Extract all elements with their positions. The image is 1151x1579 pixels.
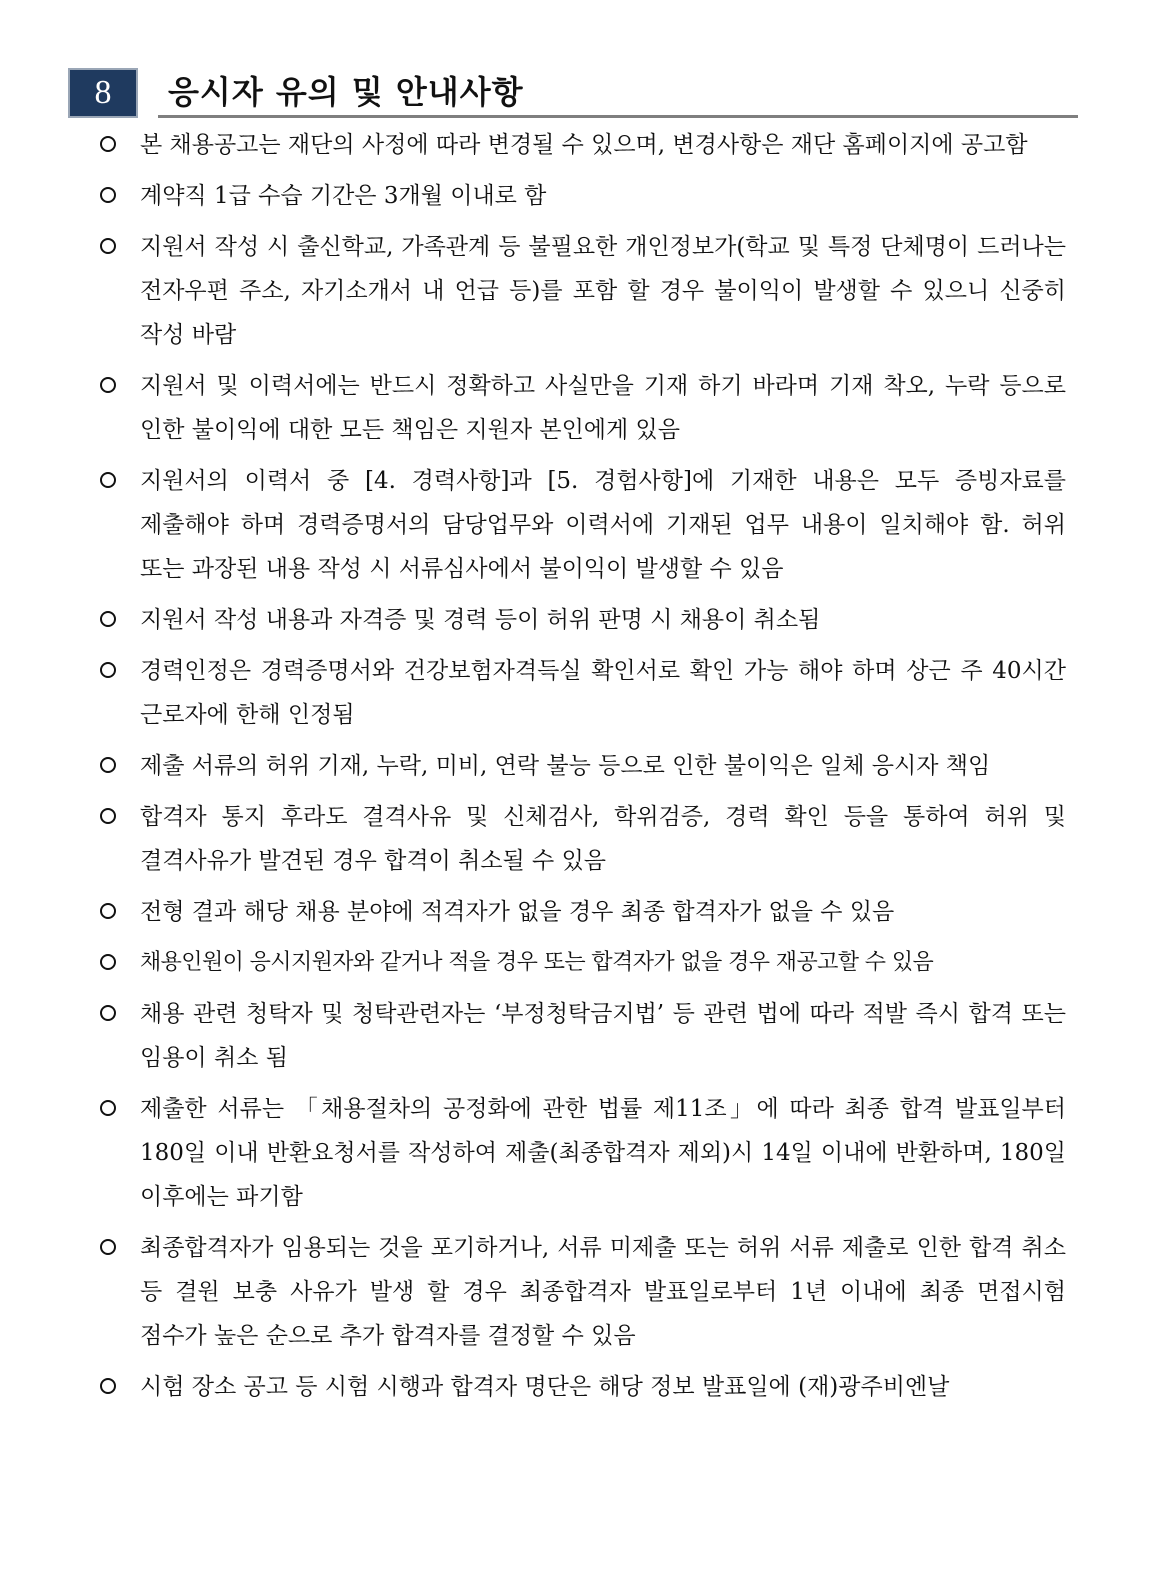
notice-item <box>96 123 1066 167</box>
notice-text: 제출한 서류는 「채용절차의 공정화에 관한 법률 제11조」에 따라 최종 합격 발표일부터 180일 이내 반환요청서를 작성하여 제출(최종합격자 제외)시 14일 이내에 반환하며, 180일 이후에는 파기함 <box>140 1096 1066 1210</box>
circle-bullet-icon <box>98 364 124 408</box>
notice-item <box>96 795 1066 883</box>
notice-item <box>96 1087 1066 1219</box>
circle-bullet-icon <box>98 1087 124 1131</box>
circle-bullet-icon <box>98 795 124 839</box>
section-title: 응시자 유의 및 안내사항 <box>168 73 524 111</box>
notice-item <box>96 459 1066 591</box>
notice-item <box>96 649 1066 737</box>
notice-item <box>96 1365 1066 1409</box>
notice-item <box>96 1226 1066 1358</box>
notice-text: 채용인원이 응시지원자와 같거나 적을 경우 또는 합격자가 없을 경우 재공고할 수 있음 <box>140 950 934 975</box>
notice-item <box>96 992 1066 1080</box>
notice-text: 지원서 작성 시 출신학교, 가족관계 등 불필요한 개인정보가(학교 및 특정 단체명이 드러나는 전자우편 주소, 자기소개서 내 언급 등)를 포함 할 경우 불이익이 발생할 수 있으니 신중히 작성 바람 <box>140 234 1066 348</box>
circle-bullet-icon <box>98 225 124 269</box>
notice-text: 지원서 작성 내용과 자격증 및 경력 등이 허위 판명 시 채용이 취소됨 <box>140 607 821 633</box>
circle-bullet-icon <box>98 174 124 218</box>
notice-text: 계약직 1급 수습 기간은 3개월 이내로 함 <box>140 183 547 209</box>
notice-text: 제출 서류의 허위 기재, 누락, 미비, 연락 불능 등으로 인한 불이익은 일체 응시자 책임 <box>140 753 991 779</box>
circle-bullet-icon <box>98 941 124 985</box>
circle-bullet-icon <box>98 598 124 642</box>
notice-text: 지원서의 이력서 중 [4. 경력사항]과 [5. 경험사항]에 기재한 내용은 모두 증빙자료를 제출해야 하며 경력증명서의 담당업무와 이력서에 기재된 업무 내용이 일치해야 함. 허위 또는 과장된 내용 작성 시 서류심사에서 불이익이 발생할 수 있음 <box>140 468 1066 582</box>
notice-item <box>96 598 1066 642</box>
notice-item <box>96 364 1066 452</box>
notice-item <box>96 744 1066 788</box>
notice-item <box>96 225 1066 357</box>
circle-bullet-icon <box>98 649 124 693</box>
notice-item <box>96 941 1066 985</box>
notice-text: 전형 결과 해당 채용 분야에 적격자가 없을 경우 최종 합격자가 없을 수 있음 <box>140 899 895 925</box>
circle-bullet-icon <box>98 123 124 167</box>
notice-text: 합격자 통지 후라도 결격사유 및 신체검사, 학위검증, 경력 확인 등을 통하여 허위 및 결격사유가 발견된 경우 합격이 취소될 수 있음 <box>140 804 1066 874</box>
notice-text: 경력인정은 경력증명서와 건강보험자격득실 확인서로 확인 가능 해야 하며 상근 주 40시간 근로자에 한해 인정됨 <box>140 658 1066 728</box>
notice-text: 최종합격자가 임용되는 것을 포기하거나, 서류 미제출 또는 허위 서류 제출로 인한 합격 취소 등 결원 보충 사유가 발생 할 경우 최종합격자 발표일로부터 1년 이내에 최종 면접시험 점수가 높은 순으로 추가 합격자를 결정할 수 있음 <box>140 1235 1066 1349</box>
circle-bullet-icon <box>98 890 124 934</box>
section-header <box>68 68 1078 120</box>
circle-bullet-icon <box>98 1365 124 1409</box>
notice-text: 지원서 및 이력서에는 반드시 정확하고 사실만을 기재 하기 바라며 기재 착오, 누락 등으로 인한 불이익에 대한 모든 책임은 지원자 본인에게 있음 <box>140 373 1066 443</box>
notice-item <box>96 174 1066 218</box>
circle-bullet-icon <box>98 459 124 503</box>
circle-bullet-icon <box>98 1226 124 1270</box>
notice-item <box>96 890 1066 934</box>
notice-text: 본 채용공고는 재단의 사정에 따라 변경될 수 있으며, 변경사항은 재단 홈페이지에 공고함 <box>140 132 1028 158</box>
section-number-badge: 8 <box>68 68 138 118</box>
section-title-underline <box>158 115 1078 118</box>
notice-text: 채용 관련 청탁자 및 청탁관련자는 ‘부정청탁금지법’ 등 관련 법에 따라 적발 즉시 합격 또는 임용이 취소 됨 <box>140 1001 1066 1071</box>
circle-bullet-icon <box>98 744 124 788</box>
notice-text: 시험 장소 공고 등 시험 시행과 합격자 명단은 해당 정보 발표일에 (재)광주비엔날 <box>140 1374 950 1400</box>
circle-bullet-icon <box>98 992 124 1036</box>
notice-list <box>96 123 1066 1416</box>
